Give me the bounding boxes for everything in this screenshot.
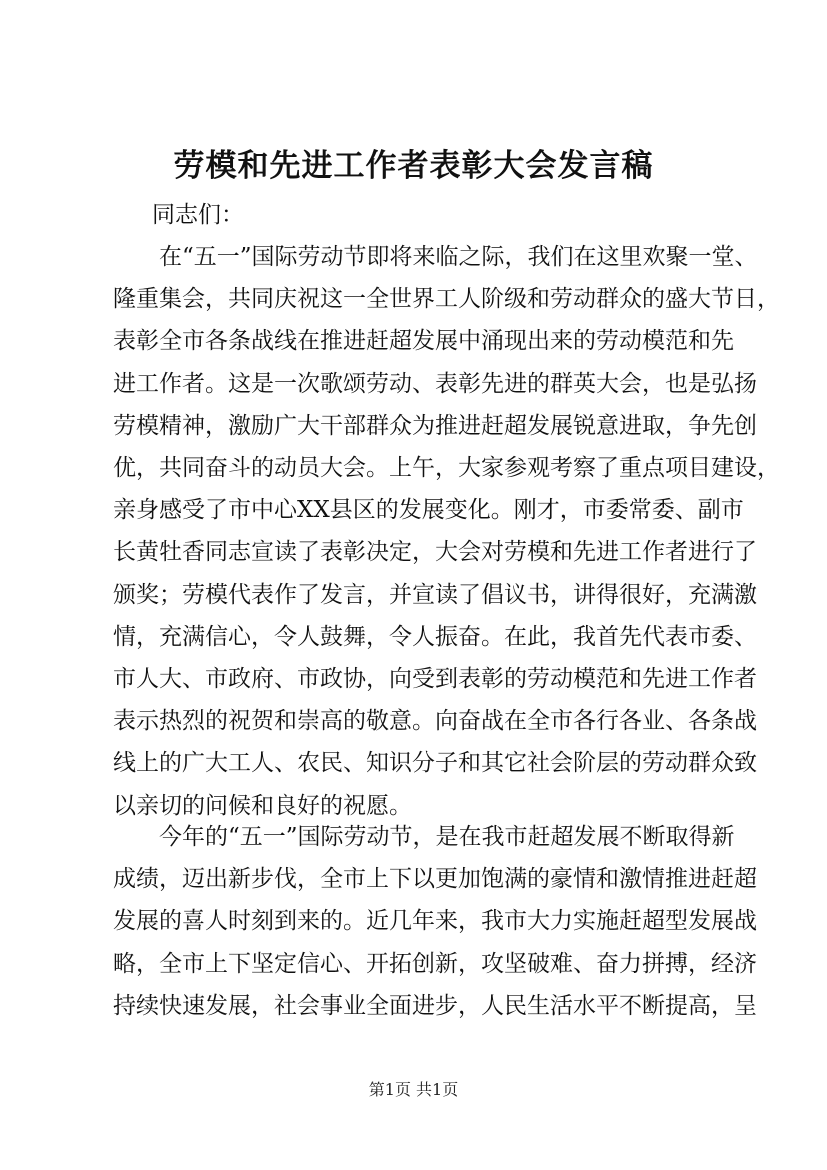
paragraph-1: [113, 236, 780, 827]
salutation: 同志们：: [152, 202, 244, 228]
document-title: 劳模和先进工作者表彰大会发言稿: [173, 148, 654, 184]
paragraph-line: 发展的喜人时刻到来的。近几年来，我市大力实施赶超型发展战: [113, 908, 757, 935]
paragraph-line: 今年的“五一”国际劳动节，是在我市赶超发展不断取得新: [159, 824, 735, 850]
paragraph-line: 优，共同奋斗的动员大会。上午，大家参观考察了重点项目建设，: [113, 455, 780, 482]
paragraph-line: 表彰全市各条战线在推进赶超发展中涌现出来的劳动模范和先: [113, 328, 734, 355]
paragraph-line: 线上的广大工人、农民、知识分子和其它社会阶层的劳动群众致: [113, 750, 757, 777]
paragraph-line: 长黄牡香同志宣读了表彰决定，大会对劳模和先进工作者进行了: [113, 539, 757, 566]
paragraph-line: 情，充满信心，令人鼓舞，令人振奋。在此，我首先代表市委、: [113, 623, 757, 650]
paragraph-line: 劳模精神，激励广大干部群众为推进赶超发展锐意进取，争先创: [113, 412, 757, 439]
paragraph-line: 隆重集会，共同庆祝这一全世界工人阶级和劳动群众的盛大节日，: [113, 286, 780, 313]
paragraph-line: 表示热烈的祝贺和崇高的敬意。向奋战在全市各行各业、各条战: [113, 708, 757, 735]
paragraph-line: 市人大、市政府、市政协，向受到表彰的劳动模范和先进工作者: [113, 666, 757, 693]
paragraph-line: 成绩，迈出新步伐，全市上下以更加饱满的豪情和激情推进赶超: [113, 866, 757, 893]
page-footer: 第1页 共1页: [368, 1080, 459, 1099]
paragraph-line: 持续快速发展，社会事业全面进步，人民生活水平不断提高，呈: [113, 992, 757, 1019]
paragraph-line: 略，全市上下坚定信心、开拓创新，攻坚破难、奋力拼搏，经济: [113, 950, 757, 977]
paragraph-line: 在“五一”国际劳动节即将来临之际，我们在这里欢聚一堂、: [159, 244, 758, 270]
paragraph-line: 进工作者。这是一次歌颂劳动、表彰先进的群英大会，也是弘扬: [113, 370, 757, 397]
paragraph-line: 颁奖；劳模代表作了发言，并宣读了倡议书，讲得很好，充满激: [113, 581, 757, 608]
paragraph-2: [113, 816, 757, 1027]
paragraph-line: 以亲切的问候和良好的祝愿。: [113, 792, 412, 819]
paragraph-line: 亲身感受了市中心XX县区的发展变化。刚才，市委常委、副市: [113, 497, 744, 524]
